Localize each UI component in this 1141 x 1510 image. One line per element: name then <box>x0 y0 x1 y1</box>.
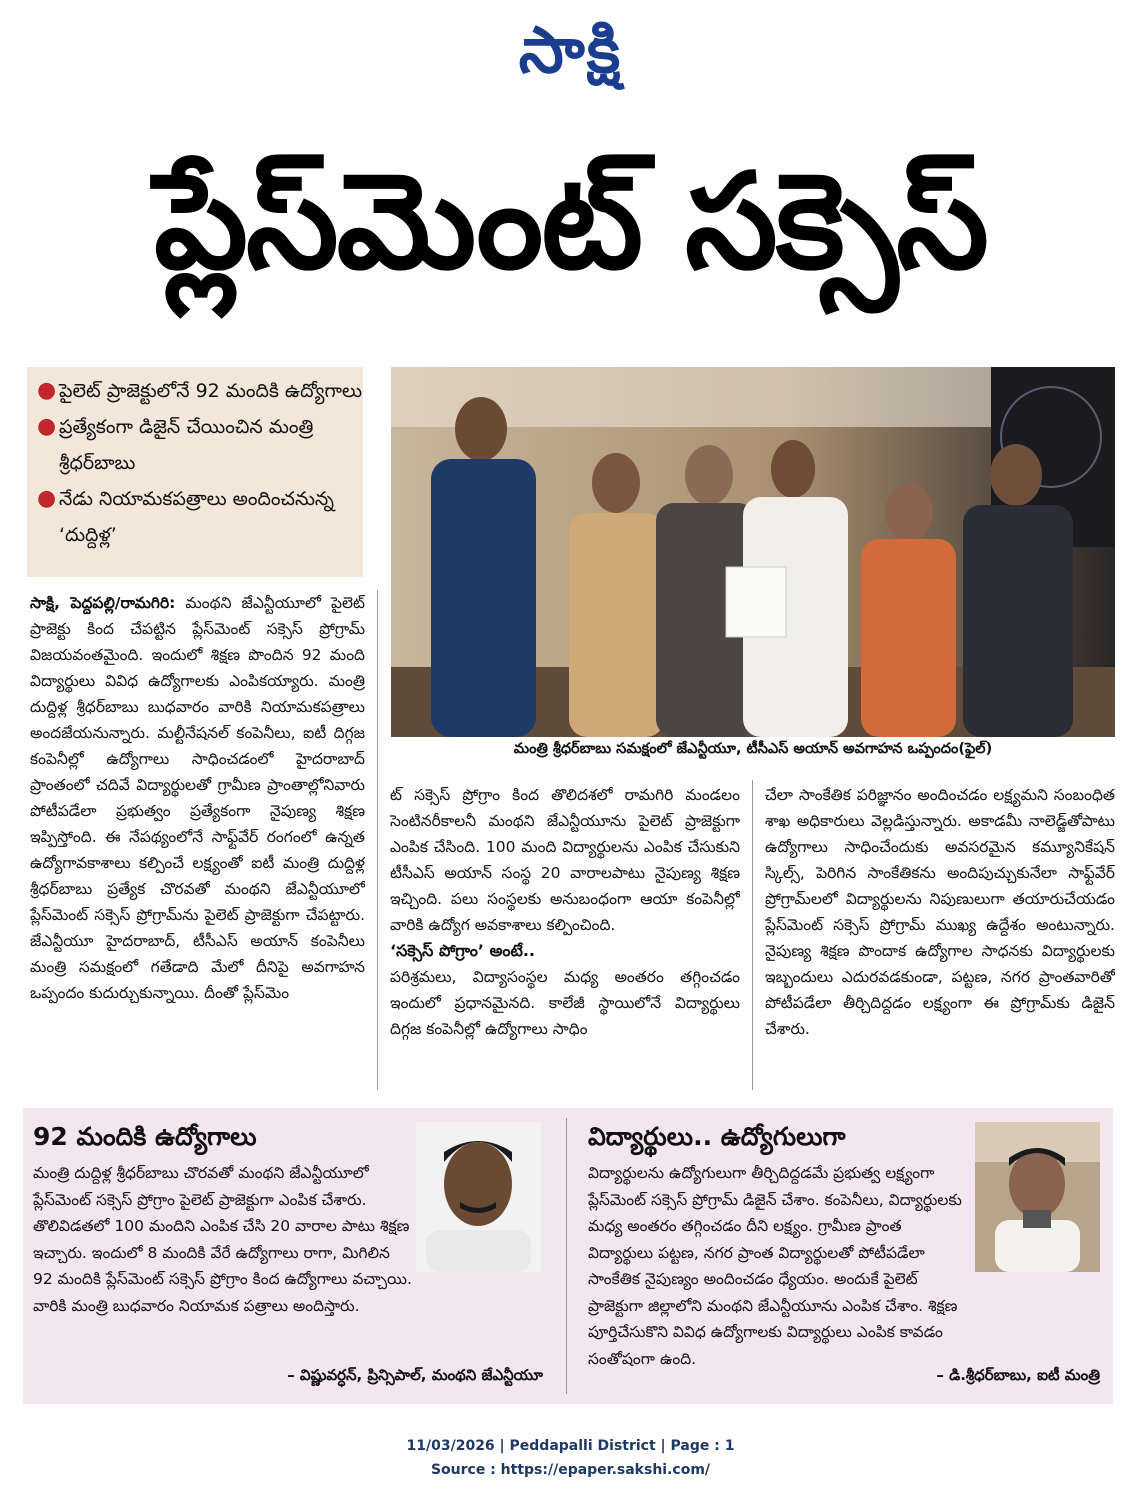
highlight-item: ● నేడు నియామకపత్రాలు అందించనున్న ‘దుద్దిళ్ల’ <box>27 481 363 553</box>
bullet-icon: ● <box>37 378 57 403</box>
page-headline: ప్లేస్‌మెంట్ సక్సెస్ <box>154 145 987 299</box>
dateline: సాక్షి, పెద్దపల్లి/రామగిరి: <box>30 594 176 612</box>
article-text: చేలా సాంకేతిక పరిజ్ఞానం అందించడం లక్ష్యమని సంబంధిత శాఖ అధికారులు వెల్లడిస్తున్నారు. అకాడమీ నాలెడ్జ్‌తోపాటు ఉద్యోగాలు సాధించేందుకు అవసరమైన కమ్యూనికేషన్ స్కిల్స్, పెరిగిన సాంకేతికను అందిపుచ్చుకునేలా సాఫ్ట్‌వేర్ ప్రోగ్రామ్‌లలో విద్యార్థులను నిపుణులుగా తయారుచేయడం ప్లేస్‌మెంట్ సక్సెస్ ప్రోగ్రామ్ ముఖ్య ఉద్దేశం అంటున్నారు. నైపుణ్య శిక్షణ పొందాక ఉద్యోగాల సాధనకు విద్యార్థులకు ఇబ్బందులు ఎదురవడకుండా, పట్టణ, నగర ప్రాంతవారితో పోటీపడేలా తీర్చిదిద్దడం లక్ష్యంగా ఈ ప్రోగ్రామ్‌కు డిజైన్ చేశారు. <box>765 786 1115 1038</box>
article-text: పరిశ్రమలు, విద్యాసంస్థల మధ్య అంతరం తగ్గించడం ఇందులో ప్రధానమైనది. కాలేజీ స్థాయిలోనే విద్యార్థులు దిగ్గజ కంపెనీల్లో ఉద్యోగాలు సాధిం <box>390 968 740 1038</box>
group-photo-illustration <box>391 367 1115 737</box>
article-text: ట్ సక్సెస్ ప్రోగ్రాం కింద తొలిదశలో రామగిరి మండలం సెంటినరీకాలనీ మంథని జేఎన్టీయూను పైలెట్ ప్రాజెక్టుగా ఎంపిక చేసింది. 100 మంది విద్యార్థులను ఎంపిక చేసుకుని టీసీఎస్ అయాన్ సంస్థ 20 వారాలపాటు నైపుణ్య శిక్షణ ఇచ్చింది. పలు సంస్థలకు అనుబంధంగా ఆయా కంపెనీల్లో వారికి ఉద్యోగ అవకాశాలు కల్పించింది. <box>390 786 740 934</box>
quotes-box <box>23 1108 1113 1404</box>
photo-caption: మంత్రి శ్రీధర్‌బాబు సమక్షంలో జేఎన్టీయూ, టీసీఎస్ అయాన్ అవగాహన ఒప్పందం(ఫైల్) <box>513 741 993 757</box>
column-divider <box>752 780 753 1090</box>
footer-page-info: 11/03/2026 | Peddapalli District | Page : 1 <box>406 1438 735 1454</box>
bullet-icon: ● <box>37 414 57 439</box>
minister-photo <box>975 1122 1100 1272</box>
column-divider <box>377 590 378 1090</box>
footer-source: Source : https://epaper.sakshi.com/ <box>430 1462 711 1478</box>
article-column-3 <box>765 782 1115 1092</box>
article-column-2 <box>390 782 740 1092</box>
portrait-illustration <box>975 1122 1100 1272</box>
news-photo <box>391 367 1115 737</box>
quote-right-text: విద్యార్థులను ఉద్యోగులుగా తీర్చిదిద్దడమే ప్రభుత్వ లక్ష్యంగా ప్లేస్‌మెంట్ సక్సెస్ ప్రోగ్రామ్ డిజైన్ చేశాం. కంపెనీలు, విద్యార్థులకు మధ్య అంతరం తగ్గించడం దీని లక్ష్యం. గ్రామీణ ప్రాంత విద్యార్థులు పట్టణ, నగర ప్రాంత విద్యార్థులతో పోటీపడేలా సాంకేతిక నైపుణ్యం అందించడం ధ్యేయం. అందుకే పైలెట్ ప్రాజెక్టుగా జిల్లాలోని మంథని జేఎన్టీయూను ఎంపిక చేశాం. శిక్షణ పూర్తిచేసుకొని వివిధ ఉద్యోగాలకు విద్యార్థులు ఎంపిక కావడం సంతోషంగా ఉంది. <box>588 1164 962 1368</box>
quote-right-signature: – డి.శ్రీధర్‌బాబు, ఐటీ మంత్రి <box>936 1366 1100 1384</box>
quote-left-text: మంత్రి దుద్దిళ్ల శ్రీధర్‌బాబు చొరవతో మంథని జేఎన్టీయూలో ప్లేస్‌మెంట్ సక్సెస్ ప్రోగ్రాం పైలెట్ ప్రాజెక్టుగా ఎంపిక చేశారు. తొలివిడతలో 100 మందిని ఎంపిక చేసి 20 వారాల పాటు శిక్షణ ఇచ్చారు. ఇందులో 8 మందికి వేరే ఉద్యోగాలు రాగా, మిగిలిన 92 మందికి ప్లేస్‌మెంట్ సక్సెస్ ప్రోగ్రాం కింద ఉద్యోగాలు వచ్చాయి. వారికి మంత్రి బుధవారం నియామక పత్రాలు అందిస్తారు. <box>33 1164 412 1315</box>
masthead-logo: సాక్షి <box>518 14 623 88</box>
quote-right-title: విద్యార్థులు.. ఉద్యోగులుగా <box>588 1122 846 1151</box>
quote-divider <box>566 1118 567 1394</box>
quote-left-title: 92 మందికి ఉద్యోగాలు <box>33 1122 257 1151</box>
article-column-1 <box>30 590 365 1090</box>
highlights-box <box>27 367 363 577</box>
article-text: మంథని జేఎన్టీయూలో పైలెట్ ప్రాజెక్టు కింద చేపట్టిన ప్లేస్‌మెంట్ సక్సెస్ ప్రోగ్రామ్ విజయవంతమైంది. ఇందులో శిక్షణ పొందిన 92 మంది విద్యార్థులు వివిధ ఉద్యోగాలకు ఎంపికయ్యారు. మంత్రి దుద్దిళ్ల శ్రీధర్‌బాబు బుధవారం వారికి నియామకపత్రాలు అందజేయనున్నారు. మల్టీనేషనల్ కంపెనీలు, ఐటీ దిగ్గజ కంపెనీల్లో ఉద్యోగాలు సాధించడంలో హైదరాబాద్ ప్రాంతంలో చదివే విద్యార్థులతో గ్రామీణ ప్రాంతాల్లోనివారు పోటీపడేలా ప్రభుత్వం ప్రత్యేకంగా నైపుణ్య శిక్షణ ఇప్పిస్తోంది. ఈ నేపథ్యంలోనే సాఫ్ట్‌వేర్ రంగంలో ఉన్నత ఉద్యోగావకాశాలు కల్పించే లక్ష్యంతో ఐటీ మంత్రి దుద్దిళ్ల శ్రీధర్‌బాబు ప్రత్యేక చొరవతో మంథని జేఎన్టీయూలో ప్లేస్‌మెంట్ సక్సెస్ ప్రోగ్రామ్‌ను పైలెట్ ప్రాజెక్టుగా చేపట్టారు. జేఎన్టీయూ హైదరాబాద్, టీసీఎస్ అయాన్ కంపెనీలు మంత్రి సమక్షంలో గతేడాది మేలో దీనిపై అవగాహన ఒప్పందం కుదుర్చుకున్నాయి. దీంతో ప్లేస్‌మెం <box>30 594 365 1002</box>
highlight-item: ● ప్రత్యేకంగా డిజైన్ చేయించిన మంత్రి శ్రీధర్‌బాబు <box>27 409 363 481</box>
quote-left-title-wrap <box>33 1122 413 1158</box>
principal-photo <box>416 1122 541 1272</box>
portrait-illustration <box>416 1122 541 1272</box>
quote-right-title-wrap <box>588 1122 968 1158</box>
quote-left-signature: – విష్ణువర్ధన్, ప్రిన్సిపాల్, మంథని జేఎన్టీయూ <box>287 1366 543 1384</box>
highlight-item: ● పైలెట్ ప్రాజెక్టులోనే 92 మందికి ఉద్యోగాలు <box>27 373 363 409</box>
article-subhead: ‘సక్సెస్ పోగ్రాం’ అంటే.. <box>390 941 535 960</box>
bullet-icon: ● <box>37 486 57 511</box>
